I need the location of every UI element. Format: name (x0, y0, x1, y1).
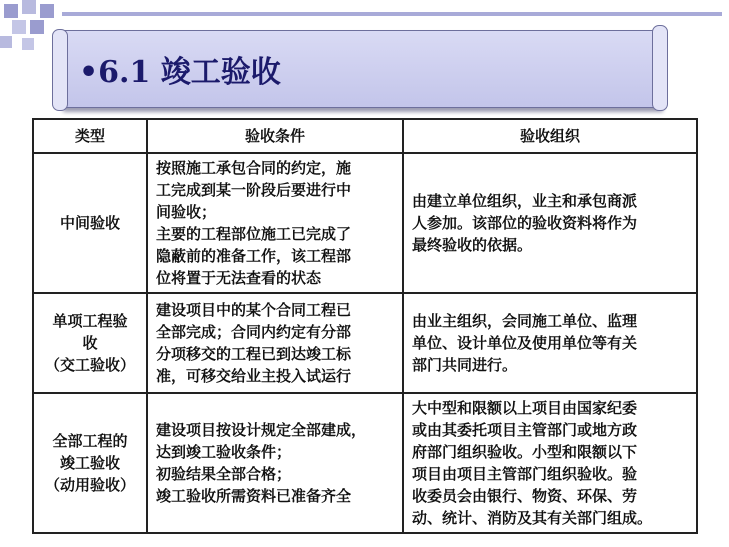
table-row (33, 293, 697, 393)
decorative-square (30, 20, 44, 34)
table-row (33, 393, 697, 533)
cell-line: 部门共同进行。 (412, 356, 518, 374)
cell-line: 准，可移交给业主投入试运行 (156, 367, 352, 385)
scroll-curl-left (52, 29, 68, 111)
cell-line: 按照施工承包合同的约定，施 (156, 159, 352, 177)
cell-line: 全部完成；合同内约定有分部 (156, 323, 352, 341)
table-row (33, 153, 697, 293)
cell-line: 竣工验收所需资料已准备齐全 (156, 487, 352, 505)
decorative-square (40, 4, 54, 18)
cell-line: 项目由项目主管部门组织验收。验 (412, 465, 638, 483)
cell-line: 隐蔽前的准备工作，该工程部 (156, 247, 352, 265)
cell-type (33, 393, 147, 533)
page-title: •6.1 竣工验收 (79, 55, 281, 90)
column-header-type: 类型 (33, 119, 147, 153)
cell-type (33, 293, 147, 393)
decorative-square (0, 36, 12, 48)
scroll-curl-right (652, 25, 668, 111)
cell-line: 单项工程验 (52, 312, 128, 330)
cell-line: 收委员会由银行、物资、环保、劳 (412, 487, 638, 505)
cell-type (33, 153, 147, 293)
title-banner (60, 30, 660, 108)
cell-organization (403, 153, 697, 293)
decorative-square (22, 38, 34, 50)
cell-line: 由业主组织，会同施工单位、监理 (412, 312, 638, 330)
cell-line: 达到竣工验收条件； (156, 443, 292, 461)
decorative-bar (62, 12, 722, 16)
column-header-organization: 验收组织 (403, 119, 697, 153)
cell-line: 中间验收 (59, 214, 120, 232)
table-header-row (33, 119, 697, 153)
decorative-square (22, 0, 36, 14)
cell-line: 府部门组织验收。小型和限额以下 (412, 443, 638, 461)
cell-line: 最终验收的依据。 (412, 236, 533, 254)
cell-line: 动、统计、消防及其有关部门组成。 (412, 509, 653, 527)
cell-line: 大中型和限额以上项目由国家纪委 (412, 399, 638, 417)
cell-line: 单位、设计单位及使用单位等有关 (412, 334, 638, 352)
cell-line: 主要的工程部位施工已完成了 (156, 225, 352, 243)
cell-line: （动用验收） (44, 476, 135, 494)
decorative-square (4, 4, 18, 18)
cell-line: 工完成到某一阶段后要进行中 (156, 181, 352, 199)
cell-line: 间验收； (156, 203, 217, 221)
cell-line: 人参加。该部位的验收资料将作为 (412, 214, 638, 232)
cell-line: 初验结果全部合格； (156, 465, 292, 483)
cell-organization (403, 293, 697, 393)
cell-line: （交工验收） (44, 356, 135, 374)
column-header-condition: 验收条件 (147, 119, 403, 153)
decorative-square (12, 20, 26, 34)
cell-line: 竣工验收 (59, 454, 120, 472)
cell-condition (147, 393, 403, 533)
cell-line: 建设项目中的某个合同工程已 (156, 301, 352, 319)
acceptance-table (32, 118, 698, 534)
cell-organization (403, 393, 697, 533)
cell-line: 分项移交的工程已到达竣工标 (156, 345, 352, 363)
cell-line: 或由其委托项目主管部门或地方政 (412, 421, 638, 439)
cell-condition (147, 293, 403, 393)
cell-line: 由建立单位组织，业主和承包商派 (412, 192, 638, 210)
cell-line: 位将置于无法查看的状态 (156, 269, 322, 287)
cell-condition (147, 153, 403, 293)
cell-line: 建设项目按设计规定全部建成， (156, 421, 367, 439)
cell-line: 收 (82, 334, 98, 352)
cell-line: 全部工程的 (52, 432, 128, 450)
